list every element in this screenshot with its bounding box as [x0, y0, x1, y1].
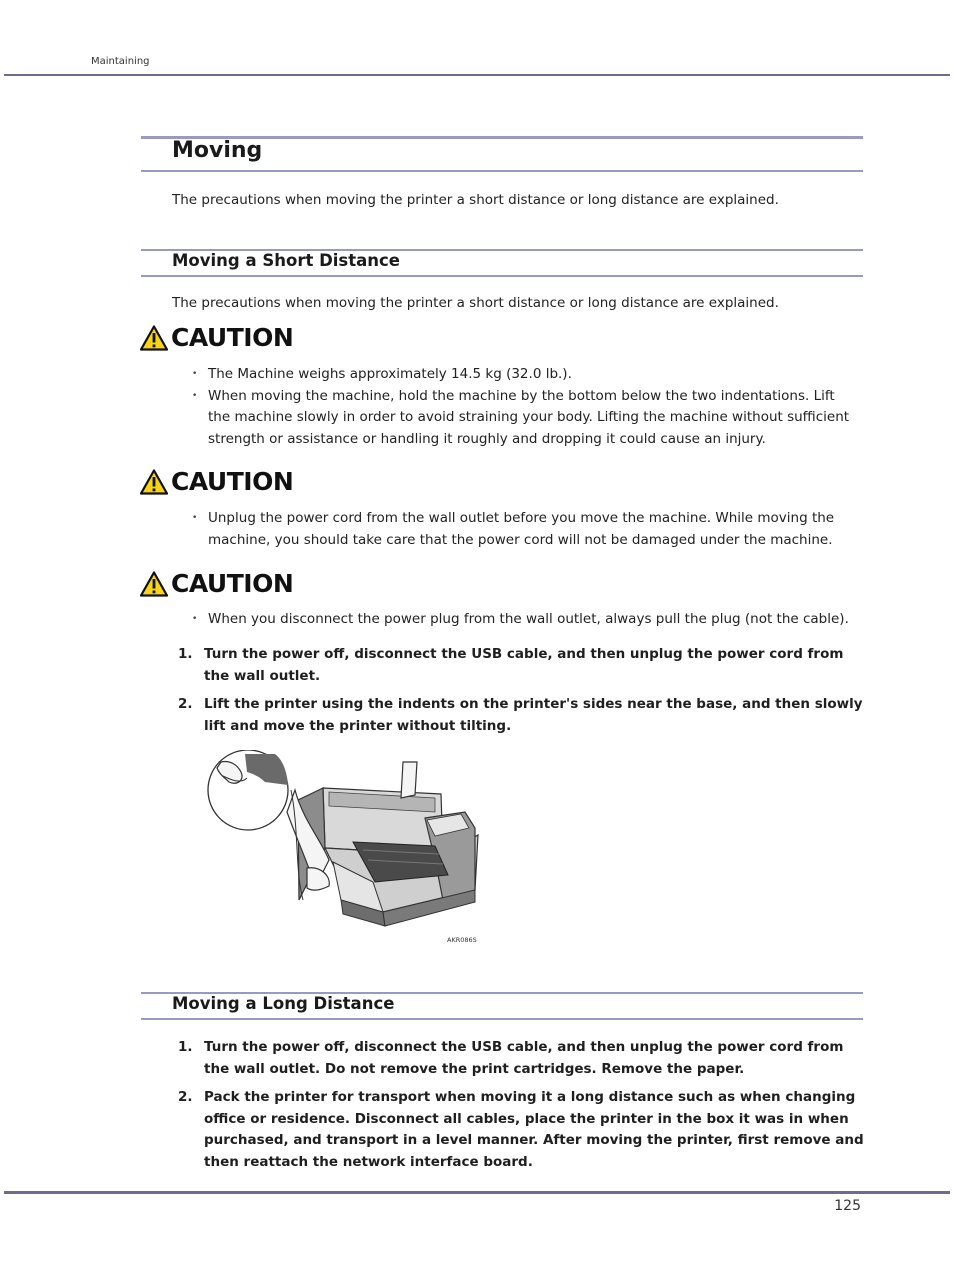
step-item	[178, 644, 864, 687]
step-number: 2.	[178, 696, 193, 712]
step-item	[178, 1087, 864, 1173]
warning-triangle-icon	[140, 325, 168, 351]
step-text: Turn the power off, disconnect the USB cable, and then unplug the power cord from the wall outlet.	[204, 646, 844, 684]
list-item: • When you disconnect the power plug from the wall outlet, always pull the plug (not the cable).	[192, 609, 852, 631]
step-number: 1.	[178, 646, 193, 662]
warning-triangle-icon	[140, 469, 168, 495]
intro-paragraph: The precautions when moving the printer a short distance or long distance are explained.	[172, 192, 779, 208]
figure-code: AKR086S	[447, 936, 477, 944]
page-title: Moving	[172, 138, 263, 163]
caution-list-2	[192, 508, 852, 551]
caution-label: CAUTION	[171, 569, 294, 598]
step-text: Pack the printer for transport when moving it a long distance such as when changing office or residence. Disconnect all cables, place the printer in the box it was in when purchased, and transport in a level manner. After moving the printer, first remove and then reattach the network interface board.	[204, 1089, 864, 1170]
caution-list-1	[192, 364, 852, 450]
footer-rule	[4, 1191, 950, 1194]
step-item	[178, 694, 864, 737]
warning-triangle-icon	[140, 571, 168, 597]
page-number: 125	[834, 1198, 861, 1214]
long-heading: Moving a Long Distance	[172, 994, 395, 1013]
list-item: • When moving the machine, hold the machine by the bottom below the two indentations. Lift the machine slowly in order to avoid straining your body. Lifting the machine without sufficient strength or assistance or handling it roughly and dropping it could cause an injury.	[192, 386, 852, 451]
step-text: Turn the power off, disconnect the USB cable, and then unplug the power cord from the wall outlet. Do not remove the print cartridges. Remove the paper.	[204, 1039, 844, 1077]
step-number: 2.	[178, 1089, 193, 1105]
list-item: • The Machine weighs approximately 14.5 kg (32.0 lb.).	[192, 364, 852, 386]
printer-lifting-illustration	[203, 750, 493, 950]
step-text: Lift the printer using the indents on the printer's sides near the base, and then slowly lift and move the printer without tilting.	[204, 696, 863, 734]
short-steps	[178, 644, 864, 744]
running-header: Maintaining	[91, 56, 150, 67]
short-intro-paragraph: The precautions when moving the printer a short distance or long distance are explained.	[172, 295, 779, 311]
list-item: • Unplug the power cord from the wall outlet before you move the machine. While moving the machine, you should take care that the power cord will not be damaged under the machine.	[192, 508, 852, 551]
header-rule	[4, 74, 950, 76]
caution-list-3	[192, 609, 852, 631]
caution-label: CAUTION	[171, 467, 294, 496]
caution-banner-3	[140, 570, 293, 598]
long-steps	[178, 1037, 864, 1180]
caution-banner-1	[140, 324, 293, 352]
step-item	[178, 1037, 864, 1080]
caution-label: CAUTION	[171, 323, 294, 352]
step-number: 1.	[178, 1039, 193, 1055]
short-heading: Moving a Short Distance	[172, 251, 400, 270]
caution-banner-2	[140, 468, 293, 496]
